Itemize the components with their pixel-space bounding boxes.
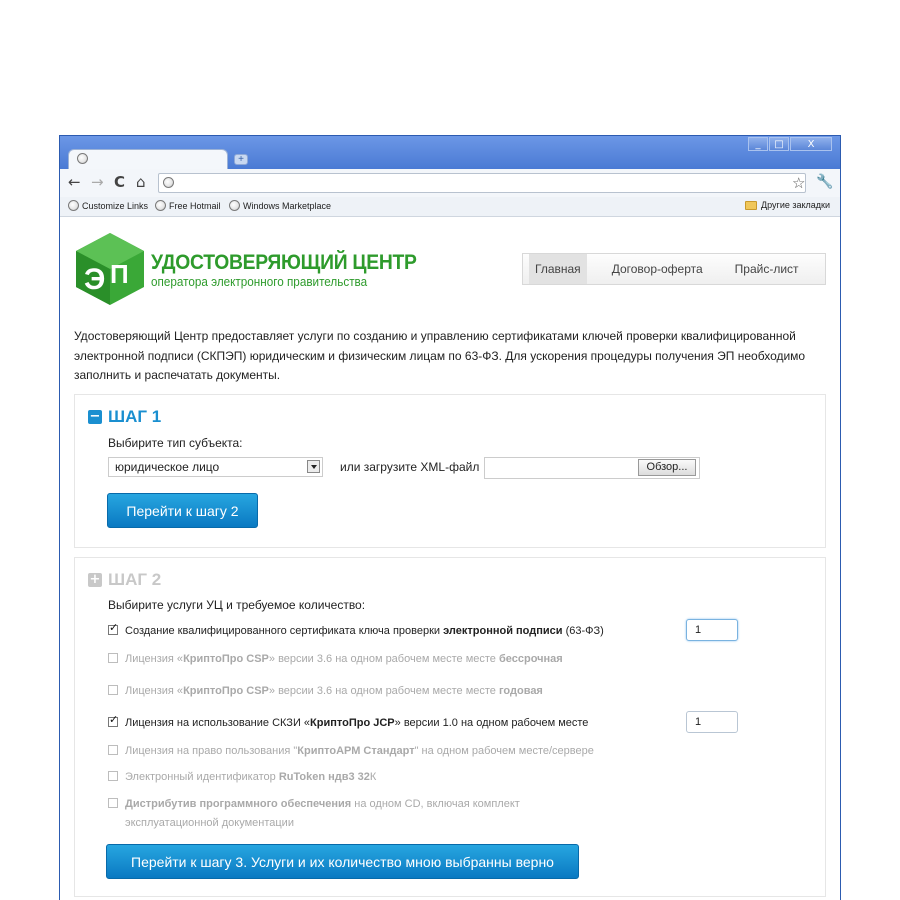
step-1-header[interactable] [88, 407, 161, 427]
subject-type-select[interactable] [108, 457, 323, 477]
globe-icon [77, 153, 88, 164]
close-button[interactable]: X [790, 137, 832, 151]
minimize-button[interactable]: _ [748, 137, 768, 151]
service-text: Лицензия на использование СКЗИ «КриптоПро JCP» версии 1.0 на одном рабочем месте [125, 717, 589, 729]
other-bookmarks[interactable] [745, 200, 830, 210]
nav-home[interactable]: Главная [529, 254, 587, 284]
subject-type-value: юридическое лицо [115, 460, 220, 474]
svg-text:П: П [110, 259, 129, 289]
step-2-panel [74, 557, 826, 897]
new-tab-button[interactable]: + [234, 154, 248, 165]
service-text: Лицензия на право пользования "КриптоАРМ Стандарт" на одном рабочем месте/сервере [125, 745, 594, 757]
bookmark-label: Customize Links [82, 200, 149, 211]
globe-icon [68, 200, 79, 211]
service-item[interactable] [108, 682, 543, 701]
service-item[interactable] [108, 768, 376, 787]
service-item[interactable] [108, 742, 594, 761]
brand-subtitle: оператора электронного правительства [151, 274, 368, 289]
nav-pricelist[interactable]: Прайс-лист [734, 262, 799, 276]
step-1-panel [74, 394, 826, 548]
service-text: Лицензия «КриптоПро CSP» версии 3.6 на одном рабочем месте месте годовая [125, 685, 543, 697]
step-2-title: ШАГ 2 [108, 570, 162, 589]
page-content [60, 217, 840, 900]
forward-arrow-icon[interactable]: → [91, 173, 104, 191]
bookmarks-bar [60, 197, 840, 217]
quantity-field[interactable]: 1 [686, 619, 738, 641]
quantity-field[interactable]: 1 [686, 711, 738, 733]
step-2-header[interactable] [88, 570, 161, 590]
reload-icon[interactable]: C [114, 173, 126, 191]
service-checkbox[interactable] [108, 717, 118, 727]
other-bookmarks-label: Другие закладки [761, 200, 830, 210]
browser-window [59, 135, 841, 900]
bookmark-label: Windows Marketplace [243, 200, 332, 211]
globe-icon [163, 177, 174, 188]
service-text: Создание квалифицированного сертификата ключа проверки электронной подписи (63-ФЗ) [125, 625, 604, 637]
globe-icon [155, 200, 166, 211]
bookmark-item[interactable] [68, 200, 148, 211]
title-bar [60, 136, 840, 169]
browser-toolbar [60, 169, 840, 197]
expand-icon[interactable]: + [89, 572, 101, 587]
browse-button[interactable]: Обзор... [638, 459, 696, 476]
service-text: Дистрибутив программного обеспечения на одном CD, включая комплект эксплуатационной документации [125, 798, 520, 829]
bookmark-star-icon[interactable]: ☆ [792, 174, 806, 192]
globe-icon [229, 200, 240, 211]
wrench-icon[interactable]: 🔧 [816, 174, 834, 190]
go-to-step-3-button[interactable]: Перейти к шагу 3. Услуги и их количество мною выбранны верно [106, 844, 579, 879]
step-1-title: ШАГ 1 [108, 407, 162, 426]
dropdown-arrow-icon[interactable] [307, 460, 320, 473]
service-item[interactable] [108, 622, 604, 641]
xml-file-input[interactable] [484, 457, 700, 479]
browser-tab[interactable] [68, 149, 228, 169]
services-label: Выбирите услуги УЦ и требуемое количество: [108, 598, 366, 612]
address-bar[interactable] [158, 173, 806, 193]
logo-icon [74, 231, 146, 307]
subject-type-label: Выбирите тип субъекта: [108, 436, 243, 450]
window-controls [747, 137, 832, 151]
intro-text: Удостоверяющий Центр предоставляет услуги по созданию и управлению сертификатами ключей проверки квалифицированной электронной подписи (СКПЭП) юридическим и физическим лицам по 63-ФЗ. Для ускорения процедуры получения ЭП необходимо заполнить и распечатать документы. [74, 329, 806, 382]
service-item[interactable] [108, 795, 520, 833]
brand-title: УДОСТОВЕРЯЮЩИЙ ЦЕНТР [151, 251, 417, 274]
xml-upload-label: или загрузите XML-файл [340, 460, 480, 474]
service-item[interactable] [108, 650, 563, 669]
folder-icon [745, 201, 757, 210]
back-arrow-icon[interactable]: ← [68, 173, 81, 191]
service-checkbox[interactable] [108, 745, 118, 755]
service-text: Электронный идентификатор RuToken ндв3 32К [125, 771, 377, 783]
service-text: Лицензия «КриптоПро CSP» версии 3.6 на одном рабочем месте месте бессрочная [125, 653, 563, 665]
collapse-icon[interactable]: − [89, 409, 101, 424]
service-item[interactable] [108, 714, 588, 733]
top-navigation [522, 253, 826, 285]
service-checkbox[interactable] [108, 653, 118, 663]
service-checkbox[interactable] [108, 771, 118, 781]
nav-offer[interactable]: Договор-оферта [611, 262, 703, 276]
home-icon[interactable]: ⌂ [136, 173, 146, 191]
go-to-step-2-button[interactable]: Перейти к шагу 2 [107, 493, 258, 528]
service-checkbox[interactable] [108, 685, 118, 695]
service-checkbox[interactable] [108, 625, 118, 635]
bookmark-label: Free Hotmail [169, 200, 221, 211]
bookmark-item[interactable] [229, 200, 331, 211]
maximize-button[interactable]: □ [769, 137, 789, 151]
svg-text:Э: Э [84, 263, 106, 296]
service-checkbox[interactable] [108, 798, 118, 808]
bookmark-item[interactable] [155, 200, 221, 211]
